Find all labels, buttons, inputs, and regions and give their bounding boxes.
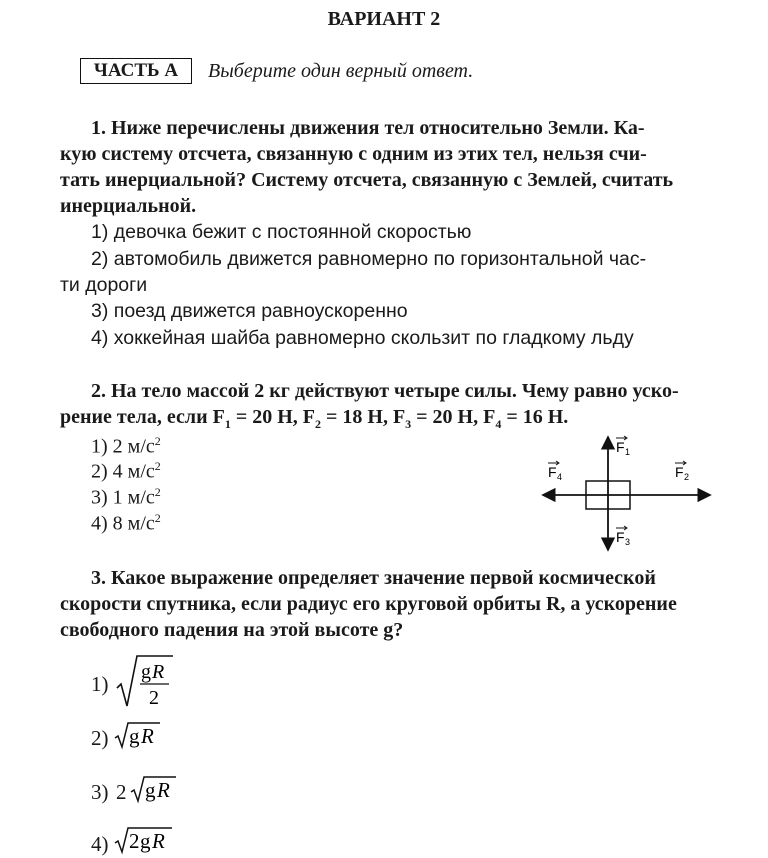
part-instruction: Выберите один верный ответ.	[208, 60, 474, 82]
q3-line-3: свободного падения на этой высоте g?	[60, 619, 404, 641]
f3-letter: F	[616, 529, 625, 545]
f4-label	[548, 461, 562, 482]
f3-label	[616, 526, 630, 547]
f3-sub: 3	[625, 537, 631, 547]
force-sub: 1	[224, 417, 231, 431]
option-value: 1	[112, 486, 123, 509]
force-val: = 18 Н, F	[320, 406, 406, 428]
g-symbol: g	[129, 724, 140, 748]
force-val: = 20 Н, F	[411, 406, 496, 428]
option-num: 3)	[91, 486, 113, 509]
q2-line-1: 2. На тело массой 2 кг действуют четыре силы. Чему равно уско-	[91, 380, 679, 402]
coef-2: 2	[129, 829, 140, 853]
q3-option-4-num: 4)	[91, 832, 109, 856]
q1-option-2-cont: ти дороги	[60, 274, 148, 296]
f4-sub: 4	[557, 472, 563, 482]
q1-line-4: инерциальной.	[60, 195, 197, 217]
q1-line-2: кую систему отсчета, связанную с одним из этих тел, нельзя счи-	[60, 143, 647, 165]
r-symbol: R	[152, 829, 165, 853]
g-symbol: g	[145, 778, 156, 802]
option-num: 2)	[91, 460, 113, 483]
option-unit: м/с	[122, 435, 155, 458]
q2-option-2	[91, 459, 161, 484]
q1-option-3: 3) поезд движется равноускоренно	[91, 300, 408, 322]
option-exp: 2	[154, 434, 161, 448]
q3-option-3-formula	[130, 775, 180, 805]
option-num: 4)	[91, 512, 113, 535]
option-exp: 2	[154, 459, 161, 473]
q3-option-2-formula	[114, 721, 164, 751]
q3-line-2: скорости спутника, если радиус его круговой орбиты R, а ускорение	[60, 593, 677, 615]
numerator-g: g	[141, 661, 151, 683]
q2-option-4	[91, 511, 161, 536]
part-label-box: ЧАСТЬ А	[80, 58, 192, 84]
q1-line-1: 1. Ниже перечислены движения тел относительно Земли. Ка-	[91, 117, 645, 139]
option-value: 2	[112, 435, 123, 458]
q3-option-3-coef: 2	[116, 780, 127, 804]
r-symbol: R	[141, 724, 154, 748]
force-diagram	[540, 432, 715, 557]
q3-line-1: 3. Какое выражение определяет значение первой космической	[91, 567, 656, 589]
g-symbol: g	[140, 829, 151, 853]
option-value: 4	[112, 460, 123, 483]
option-exp: 2	[154, 485, 161, 499]
f1-label	[616, 436, 630, 457]
q3-option-1-num: 1)	[91, 672, 109, 696]
q3-option-2-num: 2)	[91, 726, 109, 750]
option-unit: м/с	[122, 460, 155, 483]
force-sub: 2	[314, 417, 321, 431]
force-val: = 20 Н, F	[230, 406, 315, 428]
q2-line-2-prefix: рение тела, если F	[60, 406, 225, 428]
option-value: 8	[112, 512, 123, 535]
r-symbol: R	[157, 778, 170, 802]
q2-line-2	[60, 406, 568, 432]
q3-option-3-num: 3)	[91, 780, 109, 804]
page-title: ВАРИАНТ 2	[327, 8, 441, 30]
q1-option-1: 1) девочка бежит с постоянной скоростью	[91, 221, 472, 243]
f2-sub: 2	[684, 472, 690, 482]
q1-option-4: 4) хоккейная шайба равномерно скользит по гладкому льду	[91, 327, 634, 349]
denominator: 2	[149, 687, 159, 709]
q3-option-4-formula	[114, 826, 176, 856]
f4-letter: F	[548, 464, 557, 480]
f2-label	[675, 461, 689, 482]
f2-letter: F	[675, 464, 684, 480]
f1-letter: F	[616, 439, 625, 455]
force-sub: 4	[495, 417, 502, 431]
q3-option-1-formula	[115, 652, 175, 712]
numerator-r: R	[152, 661, 165, 683]
q2-option-3	[91, 485, 161, 510]
option-unit: м/с	[122, 486, 155, 509]
f1-sub: 1	[625, 447, 631, 457]
q1-option-2: 2) автомобиль движется равномерно по горизонтальной час-	[91, 248, 647, 270]
option-exp: 2	[154, 511, 161, 525]
q1-line-3: тать инерциальной? Систему отсчета, связанную с Землей, считать	[60, 169, 674, 191]
force-val: = 16 Н.	[501, 406, 569, 428]
q2-option-1	[91, 434, 161, 459]
option-unit: м/с	[122, 512, 155, 535]
option-num: 1)	[91, 435, 113, 458]
force-sub: 3	[405, 417, 412, 431]
